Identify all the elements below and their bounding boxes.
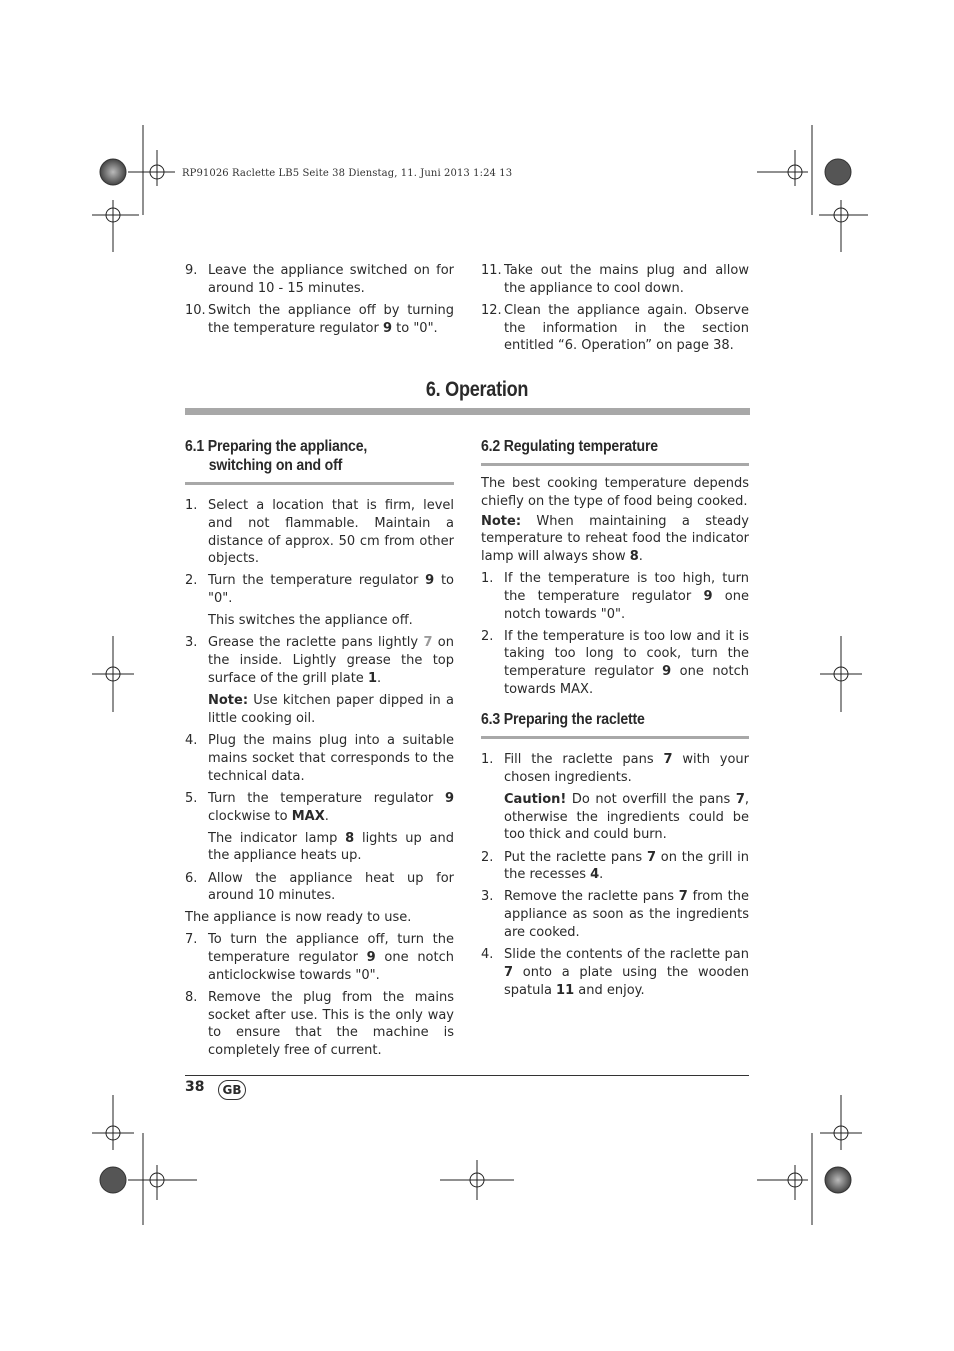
section-divider — [481, 736, 749, 739]
section-6-1-heading — [185, 437, 455, 475]
section-6-2-body — [481, 475, 749, 703]
list-item: 10. Switch the appliance off by turning the temperature regulator 9 to "0". — [185, 302, 454, 336]
list-item: 4. Plug the mains plug into a suitable mains socket that corresponds to the technical data. — [185, 733, 454, 784]
list-item: 1. Select a location that is firm, level and not flammable. Maintain a distance of approx. 50 cm from other objects. — [185, 498, 454, 567]
list-item: 3. Remove the raclette pans 7 from the appliance as soon as the ingredients are cooked. — [481, 889, 749, 941]
list-item: 12. Clean the appliance again. Observe the information in the section entitled “6. Operation” on page 38. — [481, 302, 749, 354]
list-item: 8. Remove the plug from the mains socket after use. This is the only way to ensure that the machine is completely free of current. — [185, 989, 454, 1059]
note: Note: Use kitchen paper dipped in a little cooking oil. — [208, 693, 454, 726]
list-item: 2. If the temperature is too low and it is taking too long to cook, turn the temperature regulator 9 one notch towards MAX. — [481, 628, 749, 698]
list-item: 3. Grease the raclette pans lightly 7 on the inside. Lightly grease the top surface of the grill plate 1. — [185, 635, 454, 687]
list-item: 6. Allow the appliance heat up for around 10 minutes. — [185, 870, 454, 904]
top-left-column — [185, 262, 454, 342]
caution: Caution! Do not overfill the pans 7, otherwise the ingredients could be too thick and could burn. — [504, 791, 749, 843]
list-item: 2. Turn the temperature regulator 9 to "0". — [185, 573, 454, 607]
section-6-2-heading: 6.2 Regulating temperature — [481, 438, 658, 455]
page-number: 38 — [185, 1079, 205, 1095]
footer-rule — [185, 1075, 749, 1076]
print-slug: RP91026 Raclette LB5 Seite 38 Dienstag, 11. Juni 2013 1:24 13 — [182, 168, 513, 179]
list-item: 2. Put the raclette pans 7 on the grill in the recesses 4. — [481, 849, 749, 883]
list-item: 4. Slide the contents of the raclette pan 7 onto a plate using the wooden spatula 11 and enjoy. — [481, 947, 749, 998]
top-right-column — [481, 262, 749, 360]
paragraph: The best cooking temperature depends chiefly on the type of food being cooked. — [481, 476, 749, 509]
section-6-3-body — [481, 751, 749, 1004]
list-item-detail: The indicator lamp 8 lights up and the appliance heats up. — [208, 830, 454, 864]
section-6-3-heading: 6.3 Preparing the raclette — [481, 711, 645, 728]
list-item: 9. Leave the appliance switched on for around 10 - 15 minutes. — [185, 263, 454, 296]
language-badge: GB — [218, 1080, 246, 1100]
note: Note: When maintaining a steady temperature to reheat food the indicator lamp will always show 8. — [481, 513, 749, 565]
list-item: 1. Fill the raclette pans 7 with your chosen ingredients. — [481, 752, 749, 785]
section-heading-line-2: switching on and off — [208, 457, 343, 474]
list-item: 11. Take out the mains plug and allow the appliance to cool down. — [481, 263, 749, 296]
paragraph: The appliance is now ready to use. — [185, 910, 412, 926]
title-divider — [185, 408, 750, 415]
list-item: 5. Turn the temperature regulator 9 clockwise to MAX. — [185, 790, 454, 824]
section-divider — [481, 463, 749, 466]
list-item-detail: This switches the appliance off. — [208, 613, 413, 629]
section-divider — [185, 482, 454, 485]
page-title: 6. Operation — [425, 378, 529, 401]
section-6-1-body — [185, 497, 454, 1064]
list-item: 1. If the temperature is too high, turn the temperature regulator 9 one notch towards "0". — [481, 570, 750, 622]
section-heading-line-1: 6.1 Preparing the appliance, — [185, 438, 368, 455]
list-item: 7. To turn the appliance off, turn the temperature regulator 9 one notch anticlockwise towards "0". — [185, 932, 454, 983]
